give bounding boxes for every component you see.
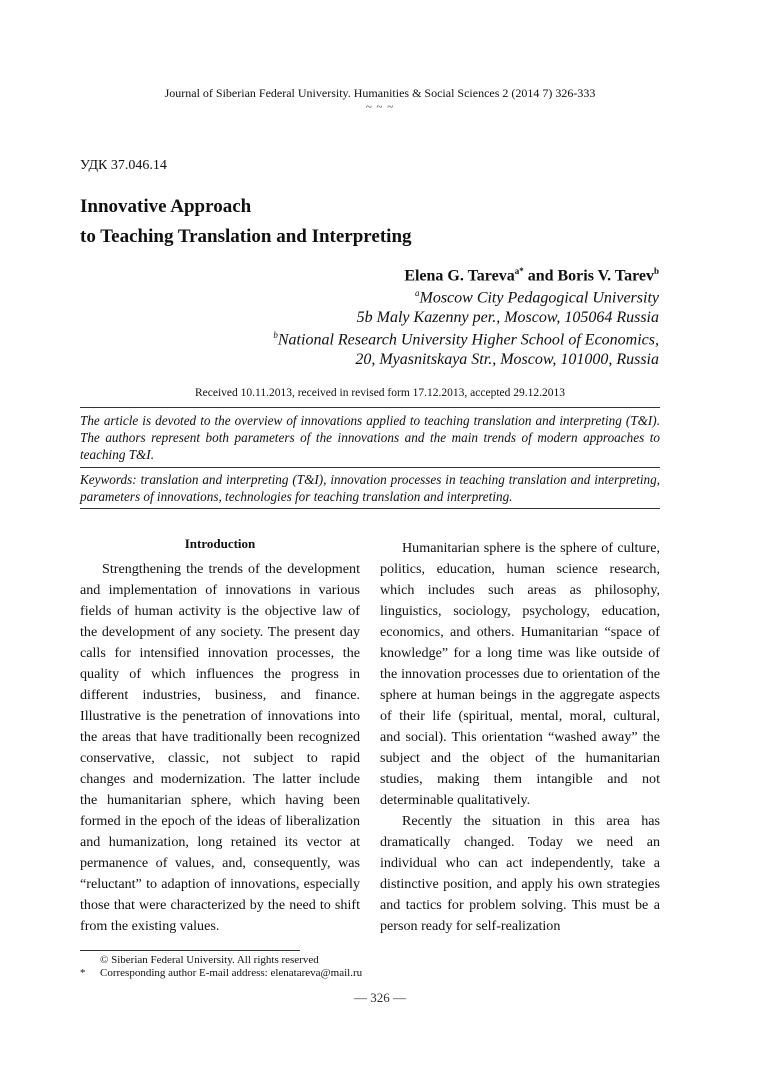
paragraph: Recently the situation in this area has dramatically changed. Today we need an individual who can act independently, take a distinctive position, and apply his own strategies and tactics for problem solving. This must be a person ready for self-realization	[380, 813, 660, 934]
keywords: Keywords: translation and interpreting (T&I), innovation processes in teaching translation and interpreting, parameters of innovations, technologies for teaching translation and interpreting.	[80, 472, 660, 504]
abstract: The article is devoted to the overview of innovations applied to teaching translation and interpreting (T&I). The authors represent both parameters of the innovations and the main trends of modern approaches to teaching T&I.	[80, 413, 660, 462]
page-number: — 326 —	[354, 990, 406, 1005]
affiliation-b-name: National Research University Higher School of Economics,	[277, 331, 659, 349]
author-2: Boris V. Tarev	[557, 267, 654, 285]
affiliation-a-line2: 5b Maly Kazenny per., Moscow, 105064 Russia	[356, 309, 659, 326]
section-heading-introduction: Introduction	[184, 536, 256, 551]
footnote-rule	[80, 950, 300, 951]
affiliation-a-line1	[415, 288, 659, 307]
author-1-marker: a*	[514, 266, 524, 276]
article-title-line2: to Teaching Translation and Interpreting	[80, 226, 412, 247]
author-connector: and	[523, 267, 558, 285]
authors	[404, 266, 659, 285]
paragraph: Humanitarian sphere is the sphere of culture, politics, education, human science research, which includes such areas as philosophy, linguistics, sociology, psychology, education, economics, and others. Humanitarian “space of knowledge” for a long time was like outside of the innovation processes due to orientation of the sphere at human beings in the aggregate aspects of their life (spiritual, mental, moral, cultural, and social). This orientation “washed away” the subject and the object of the humanitarian studies, making them intangible and not determinable qualitatively.	[380, 540, 660, 808]
author-2-marker: b	[653, 266, 659, 276]
footnote-corresponding-author: Corresponding author E-mail address: elenatareva@mail.ru	[100, 967, 363, 979]
footnote-copyright: © Siberian Federal University. All rights reserved	[100, 954, 319, 966]
affiliation-b-marker: b	[273, 330, 278, 340]
abstract-separator-rule	[80, 467, 660, 468]
udk-code: УДК 37.046.14	[80, 158, 167, 173]
footnote-marker: *	[80, 967, 86, 979]
received-dates: Received 10.11.2013, received in revised form 17.12.2013, accepted 29.12.2013	[194, 387, 566, 399]
header-separator: ~ ~ ~	[365, 101, 395, 113]
affiliation-b-line2: 20, Myasnitskaya Str., Moscow, 101000, Russia	[355, 351, 659, 368]
paragraph: Strengthening the trends of the development and implementation of innovations in various fields of human activity is the objective law of the development of any society. The present day calls for intensified innovation processes, the quality of which influences the progress in different industries, business, and finance. Illustrative is the penetration of innovations into the areas that have traditionally been recognized conservative, classic, not subject to rapid changes and modernization. The latter include the humanitarian sphere, which having been formed in the epoch of the ideas of liberalization and humanization, long retained its vector at permanence of values, and, consequently, was “reluctant” to adaption of innovations, especially those that were characterized by the need to shift from the existing values.	[80, 561, 360, 934]
author-1: Elena G. Tareva	[404, 267, 515, 285]
keywords-bottom-rule	[80, 508, 660, 509]
affiliation-a-marker: a	[414, 288, 420, 298]
affiliation-a-name: Moscow City Pedagogical University	[419, 289, 659, 307]
left-column	[80, 559, 360, 937]
affiliation-b-line1	[273, 330, 659, 349]
abstract-top-rule	[80, 407, 660, 408]
right-column	[380, 538, 660, 937]
journal-header: Journal of Siberian Federal University. Humanities & Social Sciences 2 (2014 7) 326-333	[164, 86, 596, 100]
article-title-line1: Innovative Approach	[80, 196, 252, 217]
